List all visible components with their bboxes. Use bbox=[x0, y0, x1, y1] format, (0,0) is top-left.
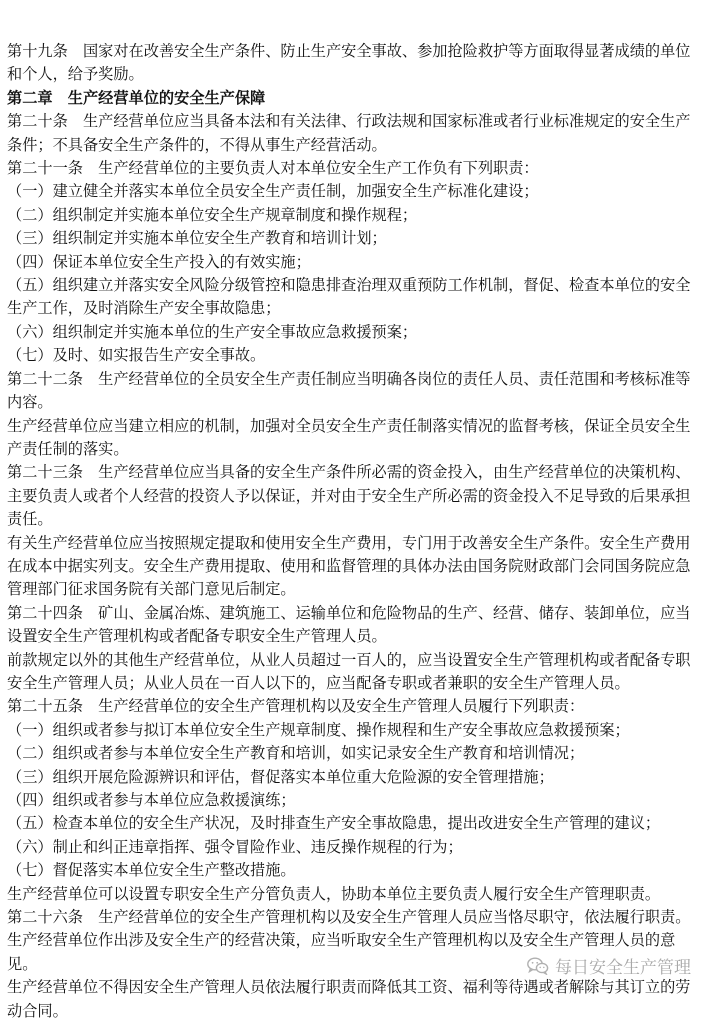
article-21: 第二十一条 生产经营单位的主要负责人对本单位安全生产工作负有下列职责： bbox=[7, 159, 539, 178]
article-25-item-4: （四）组织或者参与本单位应急救援演练； bbox=[7, 791, 296, 809]
watermark bbox=[527, 953, 691, 978]
article-20: 第二十条 生产经营单位应当具备本法和有关法律、行政法规和国家标准或者行业标准规定的安全生产条件；不具备安全生产条件的，不得从事生产经营活动。 bbox=[7, 112, 691, 154]
article-23-para-2: 有关生产经营单位应当按照规定提取和使用安全生产费用，专门用于改善安全生产条件。安全生产费用在成本中据实列支。安全生产费用提取、使用和监督管理的具体办法由国务院财政部门会同国务院应急管理部门征求国务院有关部门意见后制定。 bbox=[7, 533, 691, 599]
article-21-item-2: （二）组织制定并实施本单位安全生产规章制度和操作规程； bbox=[7, 205, 418, 224]
article-21-item-5: （五）组织建立并落实安全风险分级管控和隐患排查治理双重预防工作机制，督促、检查本单位的安全生产工作，及时消除生产安全事故隐患； bbox=[7, 276, 691, 318]
article-21-item-6: （六）组织制定并实施本单位的生产安全事故应急救援预案； bbox=[7, 322, 418, 341]
article-25-item-3: （三）组织开展危险源辨识和评估，督促落实本单位重大危险源的安全管理措施； bbox=[7, 767, 554, 786]
article-25: 第二十五条 生产经营单位的安全生产管理机构以及安全生产管理人员履行下列职责： bbox=[7, 697, 585, 716]
article-19: 第十九条 国家对在改善安全生产条件、防止生产安全事故、参加抢险救护等方面取得显著成绩的单位和个人，给予奖励。 bbox=[7, 42, 691, 84]
article-25-item-6: （六）制止和纠正违章指挥、强令冒险作业、违反操作规程的行为； bbox=[7, 837, 463, 856]
article-25-item-1: （一）组织或者参与拟订本单位安全生产规章制度、操作规程和生产安全事故应急救援预案； bbox=[7, 720, 630, 739]
article-26: 第二十六条 生产经营单位的安全生产管理机构以及安全生产管理人员应当恪尽职守，依法履行职责。 bbox=[7, 908, 691, 927]
chapter-2-heading: 第二章 生产经营单位的安全生产保障 bbox=[7, 88, 266, 107]
article-22-para-2: 生产经营单位应当建立相应的机制，加强对全员安全生产责任制落实情况的监督考核，保证全员安全生产责任制的落实。 bbox=[7, 416, 691, 458]
article-24-para-2: 前款规定以外的其他生产经营单位，从业人员超过一百人的，应当设置安全生产管理机构或者配备专职安全生产管理人员；从业人员在一百人以下的，应当配备专职或者兼职的安全生产管理人员。 bbox=[7, 650, 691, 692]
article-26-para-3: 生产经营单位不得因安全生产管理人员依法履行职责而降低其工资、福利等待遇或者解除与其订立的劳动合同。 bbox=[7, 978, 691, 1020]
article-23: 第二十三条 生产经营单位应当具备的安全生产条件所必需的资金投入，由生产经营单位的决策机构、主要负责人或者个人经营的投资人予以保证，并对由于安全生产所必需的资金投入不足导致的后果承担责任。 bbox=[7, 463, 691, 529]
article-22: 第二十二条 生产经营单位的全员安全生产责任制应当明确各岗位的责任人员、责任范围和考核标准等内容。 bbox=[7, 369, 691, 412]
article-21-item-7: （七）及时、如实报告生产安全事故。 bbox=[7, 346, 266, 365]
article-21-item-1: （一）建立健全并落实本单位全员安全生产责任制，加强安全生产标准化建设； bbox=[7, 182, 539, 201]
article-25-para-2: 生产经营单位可以设置专职安全生产分管负责人，协助本单位主要负责人履行安全生产管理职责。 bbox=[7, 884, 661, 903]
article-25-item-2: （二）组织或者参与本单位安全生产教育和培训，如实记录安全生产教育和培训情况； bbox=[7, 744, 585, 763]
article-25-item-5: （五）检查本单位的安全生产状况，及时排查生产安全事故隐患，提出改进安全生产管理的建议； bbox=[7, 814, 661, 833]
watermark-text: 每日安全生产管理 bbox=[555, 958, 691, 978]
article-21-item-3: （三）组织制定并实施本单位安全生产教育和培训计划； bbox=[7, 229, 387, 248]
document-body bbox=[7, 40, 697, 1023]
article-25-item-7: （七）督促落实本单位安全生产整改措施。 bbox=[7, 861, 296, 880]
article-24: 第二十四条 矿山、金属冶炼、建筑施工、运输单位和危险物品的生产、经营、储存、装卸单位，应当设置安全生产管理机构或者配备专职安全生产管理人员。 bbox=[7, 603, 691, 646]
article-26-para-2: 生产经营单位作出涉及安全生产的经营决策，应当听取安全生产管理机构以及安全生产管理人员的意见。 bbox=[7, 931, 676, 973]
wechat-icon bbox=[527, 957, 549, 975]
article-21-item-4: （四）保证本单位安全生产投入的有效实施； bbox=[7, 252, 311, 271]
